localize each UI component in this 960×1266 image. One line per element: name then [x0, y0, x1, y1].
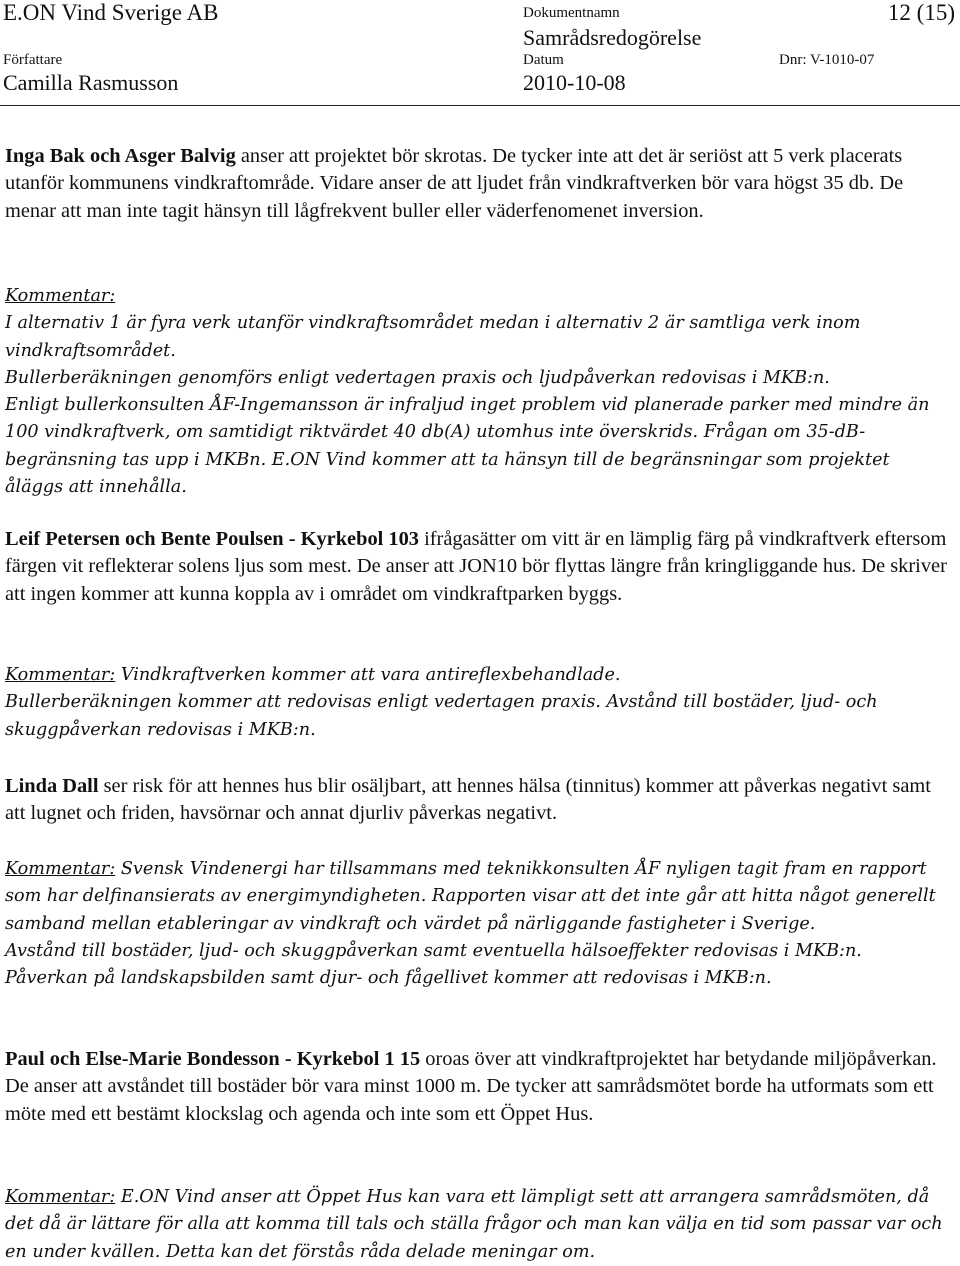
comment-label: Kommentar: [5, 665, 116, 685]
comment-paragraph [5, 1184, 953, 1266]
header-divider [0, 105, 960, 106]
comment-text: Svensk Vindenergi har tillsammans med teknikkonsulten ÅF nyligen tagit fram en rapport som har delfinansierats av energimyndigheten. Rapporten visar att det inte går att hitta något generellt samband mellan etableringar av vindkraft och värdet på närliggande fastigheter i Sverige. [5, 859, 936, 934]
comment-text: I alternativ 1 är fyra verk utanför vindkraftsområdet medan i alternativ 2 är samtliga verk inom vindkraftsområdet. [5, 313, 861, 361]
statement-names: Linda Dall [5, 775, 99, 797]
comment-text: Bullerberäkningen kommer att redovisas enligt vedertagen praxis. Avstånd till bostäder, ljud- och skuggpåverkan redovisas i MKB:n. [5, 692, 878, 740]
datum-label: Datum [523, 52, 564, 68]
statement-paragraph [5, 143, 953, 225]
author-name: Camilla Rasmusson [3, 70, 179, 95]
comment-paragraph [5, 856, 953, 992]
comment-label: Kommentar: [5, 286, 116, 306]
statement-text: anser att projektet bör skrotas. De tycker inte att det är seriöst att 5 verk placerats utanför kommunens vindkraftområde. Vidare anser de att ljudet från vindkraftverken bör vara högst 35 db. De menar att man inte tagit hänsyn till lågfrekvent buller eller väderfenomenet inversion. [5, 145, 904, 222]
statement-names: Inga Bak och Asger Balvig [5, 145, 236, 167]
comment-label: Kommentar: [5, 1187, 116, 1207]
statement-text: ser risk för att hennes hus blir osäljbart, att hennes hälsa (tinnitus) kommer att påverkas negativt samt att lugnet och friden, havsörnar och annat djurliv påverkas negativt. [5, 775, 931, 825]
document-title: Samrådsredogörelse [523, 25, 702, 50]
comment-label: Kommentar: [5, 859, 116, 879]
dokumentnamn-label: Dokumentnamn [523, 5, 620, 21]
statement-names: Leif Petersen och Bente Poulsen - Kyrkebol 103 [5, 528, 419, 550]
statement-text: ifrågasätter om vitt är en lämplig färg på vindkraftverk eftersom färgen vit reflekterar solens ljus som mest. De anser att JON10 bör flyttas längre från kringliggande hus. De skriver att ingen kommer att kunna koppla av i området om vindkraftparken byggs. [5, 528, 947, 605]
statement-paragraph [5, 1046, 953, 1128]
forfattare-label: Författare [3, 52, 63, 68]
comment-text: Bullerberäkningen genomförs enligt vedertagen praxis och ljudpåverkan redovisas i MKB:n. [5, 367, 830, 388]
comment-paragraph [5, 662, 953, 744]
statement-names: Paul och Else-Marie Bondesson - Kyrkebol 1 15 [5, 1048, 421, 1070]
statement-text: oroas över att vindkraftprojektet har betydande miljöpåverkan. De anser att avståndet till bostäder bör vara minst 1000 m. De tycker att samrådsmötet borde ha utformats som ett möte med ett bestämt klockslag och agenda och inte som ett Öppet Hus. [5, 1048, 937, 1125]
comment-text: Enligt bullerkonsulten ÅF-Ingemansson är infraljud inget problem vid planerade parker med mindre än 100 vindkraftverk, om samtidigt riktvärdet 40 db(A) utomhus inte överskrids. Frågan om 35-dB-begränsning tas upp i MKBn. E.ON Vind kommer att ta hänsyn till de begränsningar som projektet åläggs att innehålla. [5, 395, 930, 498]
comment-paragraph [5, 283, 953, 501]
company-name: E.ON Vind Sverige AB [3, 0, 219, 25]
comment-text: Vindkraftverken kommer att vara antireflexbehandlade. [115, 665, 621, 685]
document-date: 2010-10-08 [523, 70, 626, 95]
page-number: 12 (15) [887, 0, 955, 25]
dnr: Dnr: V-1010-07 [779, 52, 875, 68]
comment-text: E.ON Vind anser att Öppet Hus kan vara ett lämpligt sett att arrangera samrådsmöten, då det då är lättare för alla att komma till tals och ställa frågor och man kan välja en tid som passar var och en under kvällen. Detta kan det förstås råda delade meningar om. [5, 1187, 943, 1262]
comment-text: Avstånd till bostäder, ljud- och skuggpåverkan samt eventuella hälsoeffekter redovisas i MKB:n. [5, 940, 862, 961]
statement-paragraph [5, 526, 953, 608]
comment-text: Påverkan på landskapsbilden samt djur- och fågellivet kommer att redovisas i MKB:n. [5, 968, 772, 989]
statement-paragraph [5, 773, 953, 828]
